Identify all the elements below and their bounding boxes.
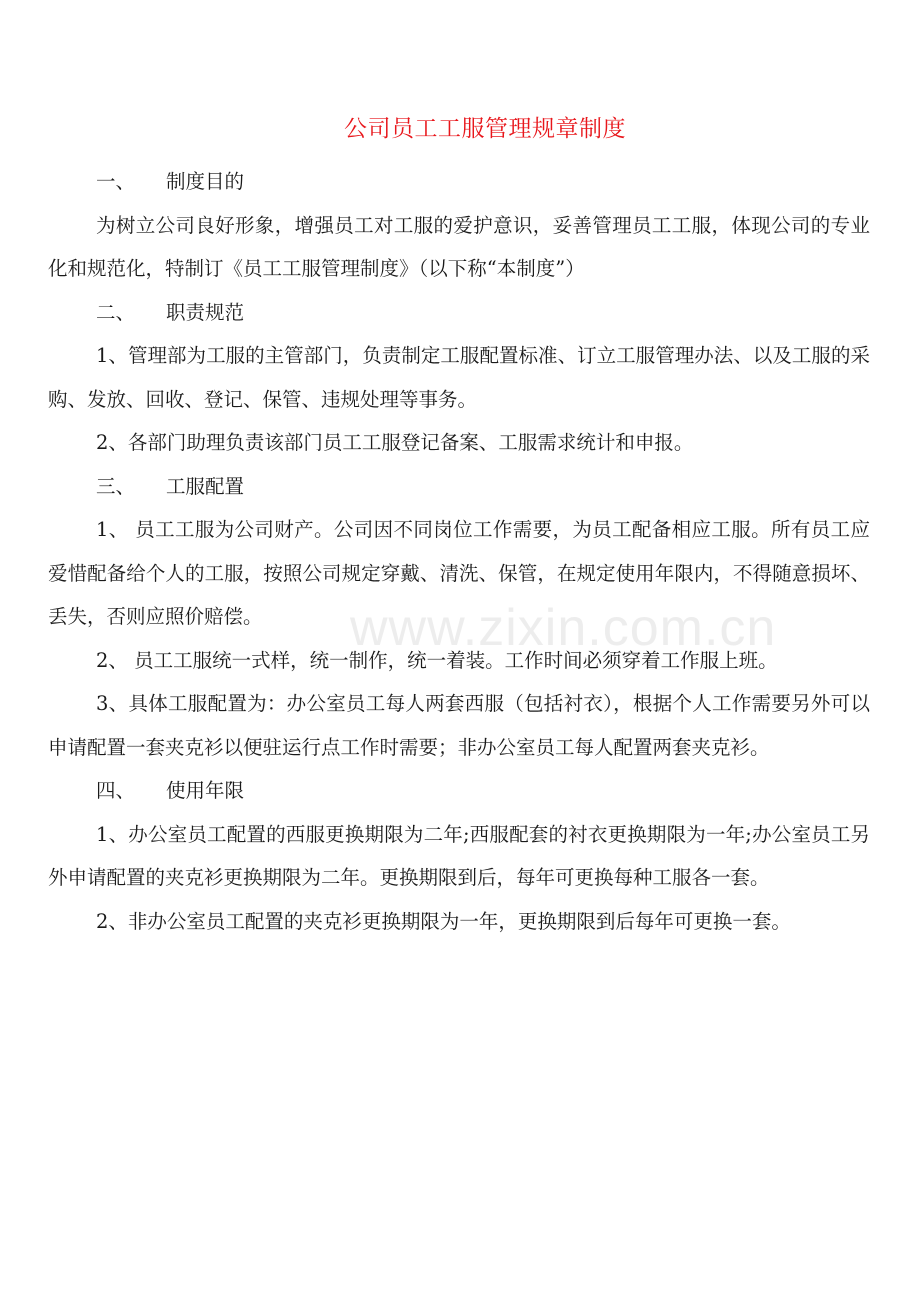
paragraph: 2、 员工工服统一式样，统一制作，统一着装。工作时间必须穿着工作服上班。 bbox=[96, 648, 778, 672]
paragraph: 2、各部门助理负责该部门员工工服登记备案、工服需求统计和申报。 bbox=[96, 431, 694, 454]
section-heading-1 bbox=[48, 160, 870, 204]
section-number: 三、 bbox=[96, 474, 136, 498]
section-title: 职责规范 bbox=[166, 300, 245, 324]
section-title: 工服配置 bbox=[166, 474, 245, 498]
section-number: 二、 bbox=[96, 300, 136, 324]
paragraph: 1、办公室员工配置的西服更换期限为二年;西服配套的衬衣更换期限为一年;办公室员工另外申请配置的夹克衫更换期限为二年。更换期限到后，每年可更换每种工服各一套。 bbox=[48, 822, 870, 889]
paragraph: 3、具体工服配置为：办公室员工每人两套西服（包括衬衣），根据个人工作需要另外可以申请配置一套夹克衫以便驻运行点工作时需要；非办公室员工每人配置两套夹克衫。 bbox=[48, 692, 870, 759]
paragraph: 1、管理部为工服的主管部门，负责制定工服配置标准、订立工服管理办法、以及工服的采购、发放、回收、登记、保管、违规处理等事务。 bbox=[48, 344, 870, 411]
document-title: 公司员工工服管理规章制度 bbox=[344, 116, 626, 142]
section-title: 制度目的 bbox=[166, 170, 245, 193]
paragraph: 1、 员工工服为公司财产。公司因不同岗位工作需要，为员工配备相应工服。所有员工应爱惜配备给个人的工服，按照公司规定穿戴、清洗、保管，在规定使用年限内，不得随意损坏、丢失，否则应照价赔偿。 bbox=[48, 518, 870, 628]
paragraph: 为树立公司良好形象，增强员工对工服的爱护意识，妥善管理员工工服，体现公司的专业化和规范化，特制订《员工工服管理制度》（以下称“本制度”） bbox=[48, 213, 870, 280]
watermark: www.zixin.com.cn bbox=[350, 599, 777, 657]
section-title: 使用年限 bbox=[166, 779, 245, 802]
document-body bbox=[48, 160, 870, 943]
section-number: 一、 bbox=[96, 170, 136, 193]
paragraph: 2、非办公室员工配置的夹克衫更换期限为一年，更换期限到后每年可更换一套。 bbox=[96, 909, 791, 933]
section-number: 四、 bbox=[96, 779, 136, 802]
section-heading-4 bbox=[48, 769, 870, 813]
section-heading-3 bbox=[48, 465, 870, 509]
section-heading-2 bbox=[48, 291, 870, 335]
